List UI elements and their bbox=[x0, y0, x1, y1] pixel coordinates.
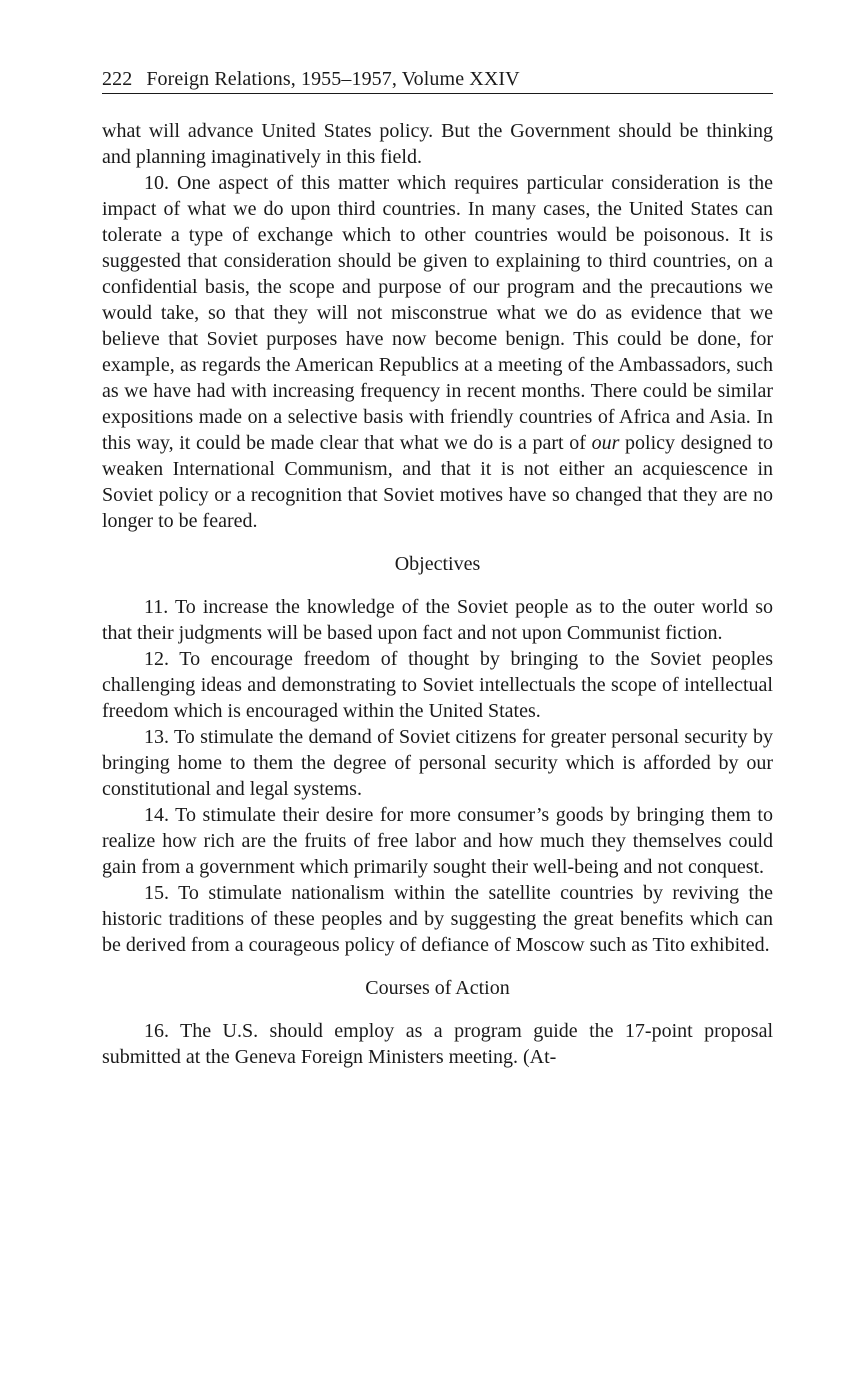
paragraph-10-text-a: 10. One aspect of this matter which requires particular consideration is the impact of what we do upon third countries. In many cases, the United States can tolerate a type of exchange which to other countries would be poisonous. It is suggested that consideration should be given to explaining to third countries, on a confidential basis, the scope and purpose of our program and the precautions we would take, so that they will not misconstrue what we do as evidence that we believe that Soviet purposes have now become benign. This could be done, for example, as regards the American Republics at a meeting of the Ambassadors, such as we have had with increasing frequency in recent months. There could be similar expositions made on a selective basis with friendly countries of Africa and Asia. In this way, it could be made clear that what we do is a part of bbox=[102, 172, 773, 454]
paragraph-10 bbox=[102, 170, 773, 534]
paragraph-16: 16. The U.S. should employ as a program guide the 17-point proposal submitted at the Geneva Foreign Ministers meeting. (At- bbox=[102, 1020, 773, 1068]
paragraph-11: 11. To increase the knowledge of the Soviet people as to the outer world so that their judgments will be based upon fact and not upon Communist fiction. bbox=[102, 596, 773, 644]
paragraph-15: 15. To stimulate nationalism within the satellite countries by reviving the historic traditions of these peoples and by suggesting the great benefits which can be derived from a courageous policy of defiance of Moscow such as Tito exhibited. bbox=[102, 882, 773, 956]
paragraph-10-emphasis: our bbox=[591, 432, 620, 454]
running-header bbox=[102, 66, 773, 94]
publication-title: Foreign Relations, 1955–1957, Volume XXIV bbox=[146, 68, 520, 90]
paragraph-continued: what will advance United States policy. But the Government should be thinking and planning imaginatively in this field. bbox=[102, 120, 773, 168]
paragraph-10-text-b: policy designed to weaken International Communism, and that it is not either an acquiescence in Soviet policy or a recognition that Soviet motives have so changed that they are no longer to be feared. bbox=[102, 432, 773, 532]
document-page bbox=[102, 66, 773, 1070]
heading-courses-of-action: Courses of Action bbox=[365, 977, 510, 999]
paragraph-13: 13. To stimulate the demand of Soviet citizens for greater personal security by bringing home to them the degree of personal security which is afforded by our constitutional and legal systems. bbox=[102, 726, 773, 800]
paragraph-14: 14. To stimulate their desire for more consumer’s goods by bringing them to realize how rich are the fruits of free labor and how much they themselves could gain from a government which primarily sought their well-being and not conquest. bbox=[102, 804, 773, 878]
paragraph-12: 12. To encourage freedom of thought by bringing to the Soviet peoples challenging ideas and demonstrating to Soviet intellectuals the scope of intellectual freedom which is encouraged within the United States. bbox=[102, 648, 773, 722]
body-text bbox=[102, 118, 773, 1070]
heading-objectives: Objectives bbox=[394, 553, 481, 575]
page-number: 222 bbox=[102, 68, 133, 90]
